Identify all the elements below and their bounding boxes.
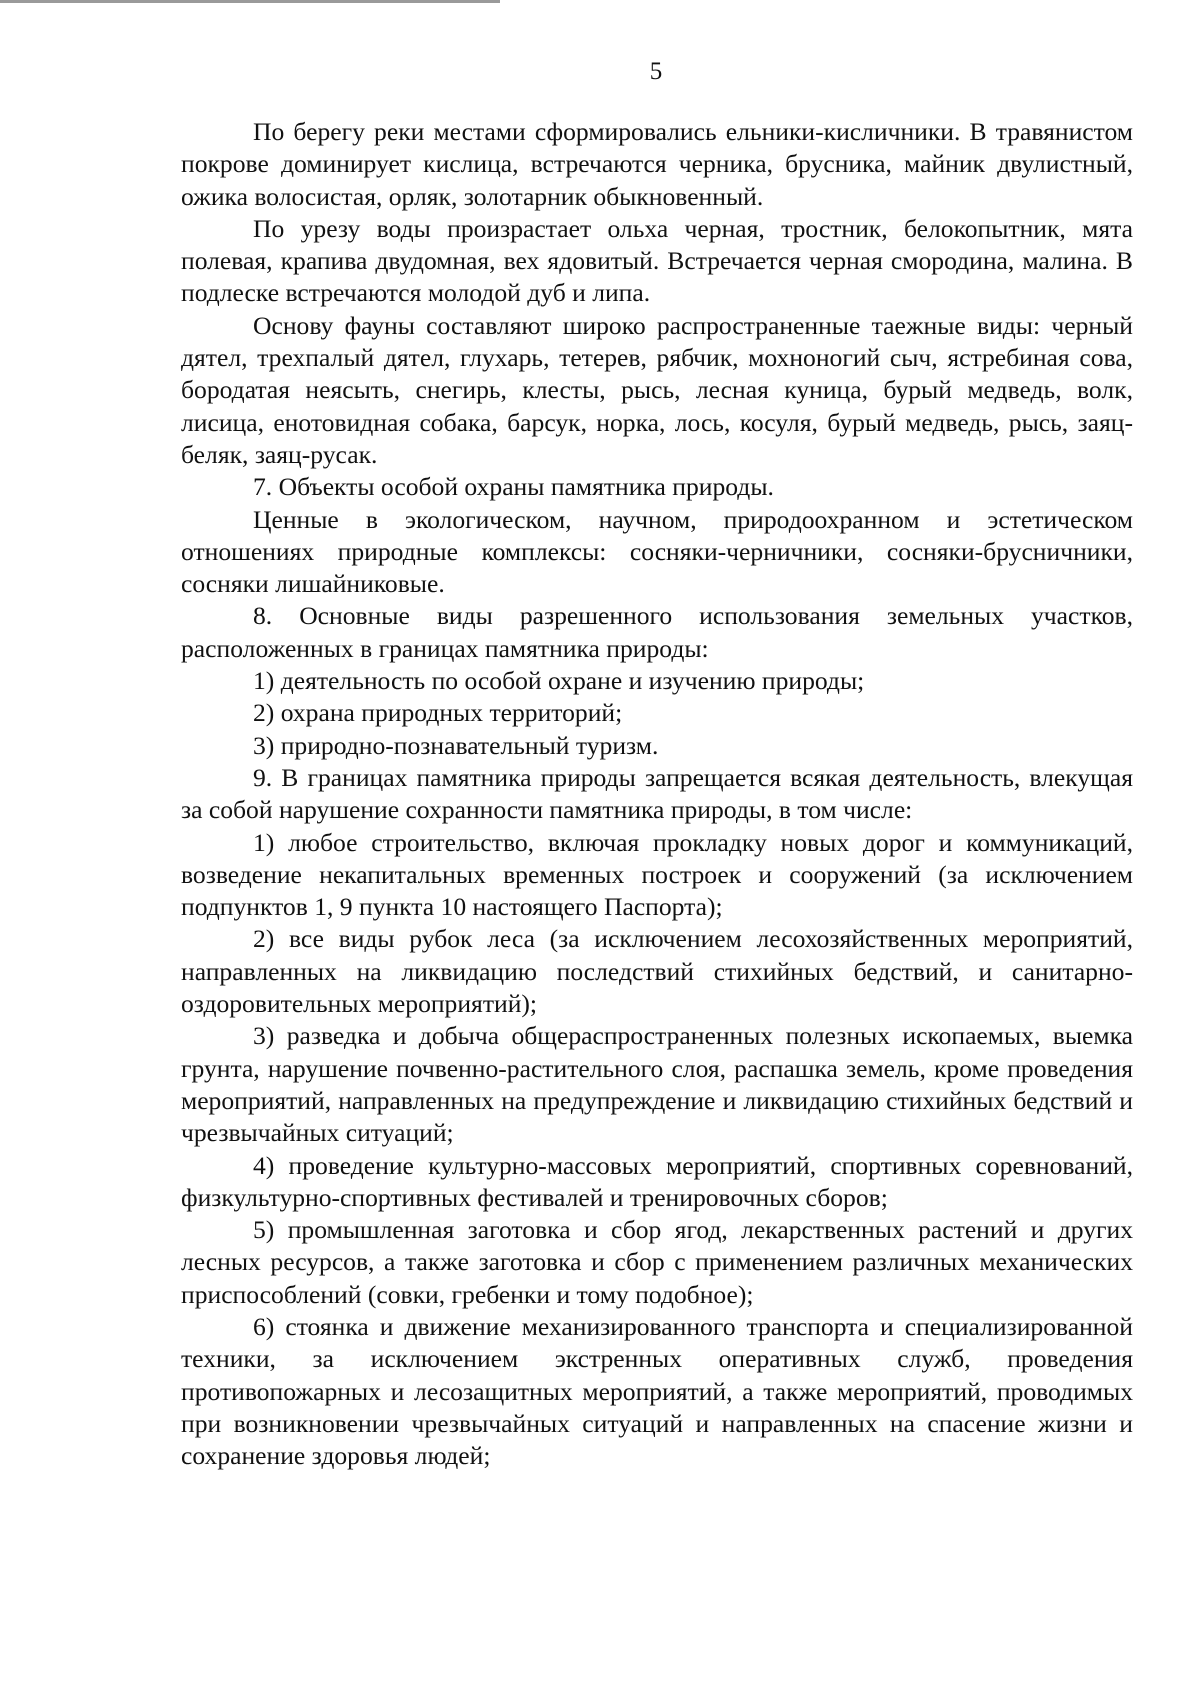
page-number: 5	[649, 58, 663, 85]
list-item: 1) любое строительство, включая прокладку новых дорог и коммуникаций, возведение некапитальных временных построек и сооружений (за исключением подпунктов 1, 9 пункта 10 настоящего Паспорта);	[181, 827, 1133, 922]
list-item: 1) деятельность по особой охране и изучению природы;	[253, 666, 865, 696]
list-item: 6) стоянка и движение механизированного транспорта и специализированной техники, за исключением экстренных оперативных служб, проведения противопожарных и лесозащитных мероприятий, а также мероприятий, проводимых при возникновении чрезвычайных ситуаций и направленных на спасение жизни и сохранение здоровья людей;	[181, 1311, 1133, 1471]
list-item: 3) природно-познавательный туризм.	[253, 730, 659, 760]
paragraph: По берегу реки местами сформировались ельники-кисличники. В травянистом покрове доминирует кислица, встречаются черника, брусника, майник двулистный, ожика волосистая, орляк, золотарник обыкновенный.	[181, 117, 1133, 211]
section-heading: 7. Объекты особой охраны памятника природы.	[253, 472, 774, 502]
scan-edge-line	[0, 0, 500, 3]
section-heading: 8. Основные виды разрешенного использования земельных участков, расположенных в границах памятника природы:	[181, 601, 1133, 663]
paragraph: Основу фауны составляют широко распространенные таежные виды: черный дятел, трехпалый дятел, глухарь, тетерев, рябчик, мохноногий сыч, ястребиная сова, бородатая неясыть, снегирь, клесты, рысь, лесная куница, бурый медведь, волк, лисица, енотовидная собака, барсук, норка, лось, косуля, бурый медведь, рысь, заяц-беляк, заяц-русак.	[181, 310, 1133, 469]
document-body	[181, 116, 1133, 1472]
list-item: 3) разведка и добыча общераспространенных полезных ископаемых, выемка грунта, нарушение почвенно-растительного слоя, распашка земель, кроме проведения мероприятий, направленных на предупреждение и ликвидацию стихийных бедствий и чрезвычайных ситуаций;	[181, 1021, 1133, 1148]
paragraph: Ценные в экологическом, научном, природоохранном и эстетическом отношениях природные комплексы: сосняки-черничники, сосняки-брусничники, сосняки лишайниковые.	[181, 504, 1133, 599]
list-item: 2) все виды рубок леса (за исключением лесохозяйственных мероприятий, направленных на ликвидацию последствий стихийных бедствий, и санитарно-оздоровительных мероприятий);	[181, 924, 1133, 1019]
section-heading: 9. В границах памятника природы запрещается всякая деятельность, влекущая за собой нарушение сохранности памятника природы, в том числе:	[181, 762, 1133, 825]
list-item: 2) охрана природных территорий;	[253, 698, 623, 728]
list-item: 4) проведение культурно-массовых мероприятий, спортивных соревнований, физкультурно-спортивных фестивалей и тренировочных сборов;	[181, 1150, 1133, 1212]
list-item: 5) промышленная заготовка и сбор ягод, лекарственных растений и других лесных ресурсов, а также заготовка и сбор с применением различных механических приспособлений (совки, гребенки и тому подобное);	[181, 1215, 1133, 1309]
paragraph: По урезу воды произрастает ольха черная, тростник, белокопытник, мята полевая, крапива двудомная, вех ядовитый. Встречается черная смородина, малина. В подлеске встречаются молодой дуб и липа.	[181, 213, 1133, 308]
